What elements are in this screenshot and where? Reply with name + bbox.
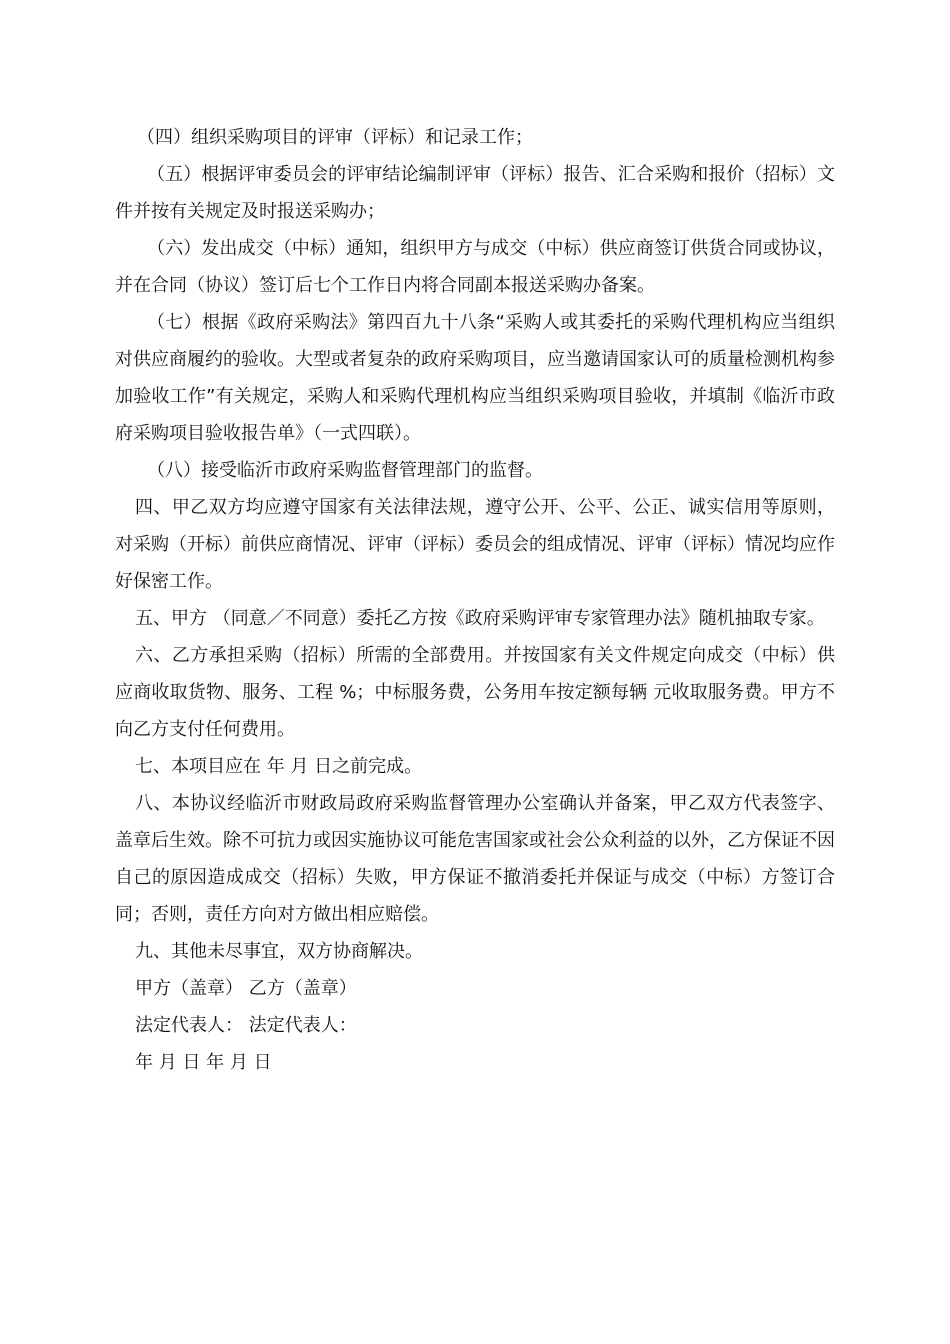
- document-body: [115, 119, 835, 1081]
- paragraph-item-8: （八）接受临沂市政府采购监督管理部门的监督。: [147, 460, 543, 481]
- paragraph-item-4: （四）组织采购项目的评审（评标）和记录工作；: [137, 127, 533, 148]
- paragraph-clause-8: 八、本协议经临沂市财政局政府采购监督管理办公室确认并备案，甲乙双方代表签字、盖章后生效。除不可抗力或因实施协议可能危害国家或社会公众利益的以外，乙方保证不因自己的原因造成成交（招标）失败，甲方保证不撤消委托并保证与成交（中标）方签订合同；否则，责任方向对方做出相应赔偿。: [115, 793, 835, 925]
- paragraph-item-7: （七）根据《政府采购法》第四百九十八条“采购人或其委托的采购代理机构应当组织对供应商履约的验收。大型或者复杂的政府采购项目，应当邀请国家认可的质量检测机构参加验收工作”有关规定，采购人和采购代理机构应当组织采购项目验收，并填制《临沂市政府采购项目验收报告单》（一式四联）。: [115, 312, 835, 444]
- paragraph-clause-4: 四、甲乙双方均应遵守国家有关法律法规，遵守公开、公平、公正、诚实信用等原则，对采购（开标）前供应商情况、评审（评标）委员会的组成情况、评审（评标）情况均应作好保密工作。: [115, 497, 835, 592]
- paragraph-clause-5: 五、甲方 （同意／不同意）委托乙方按《政府采购评审专家管理办法》随机抽取专家。: [135, 608, 825, 629]
- signature-parties: 甲方（盖章） 乙方（盖章）: [135, 978, 357, 999]
- signature-representatives: 法定代表人： 法定代表人：: [135, 1015, 357, 1036]
- paragraph-clause-6: 六、乙方承担采购（招标）所需的全部费用。并按国家有关文件规定向成交（中标）供应商收取货物、服务、工程 %；中标服务费，公务用车按定额每辆 元收取服务费。甲方不向乙方支付任何费用。: [115, 645, 835, 740]
- paragraph-item-5: （五）根据评审委员会的评审结论编制评审（评标）报告、汇合采购和报价（招标）文件并按有关规定及时报送采购办；: [115, 164, 835, 222]
- paragraph-item-6: （六）发出成交（中标）通知，组织甲方与成交（中标）供应商签订供货合同或协议，并在合同（协议）签订后七个工作日内将合同副本报送采购办备案。: [115, 238, 835, 296]
- paragraph-clause-7: 七、本项目应在 年 月 日之前完成。: [135, 756, 423, 777]
- signature-dates: 年 月 日 年 月 日: [135, 1052, 272, 1073]
- paragraph-clause-9: 九、其他未尽事宜，双方协商解决。: [135, 941, 423, 962]
